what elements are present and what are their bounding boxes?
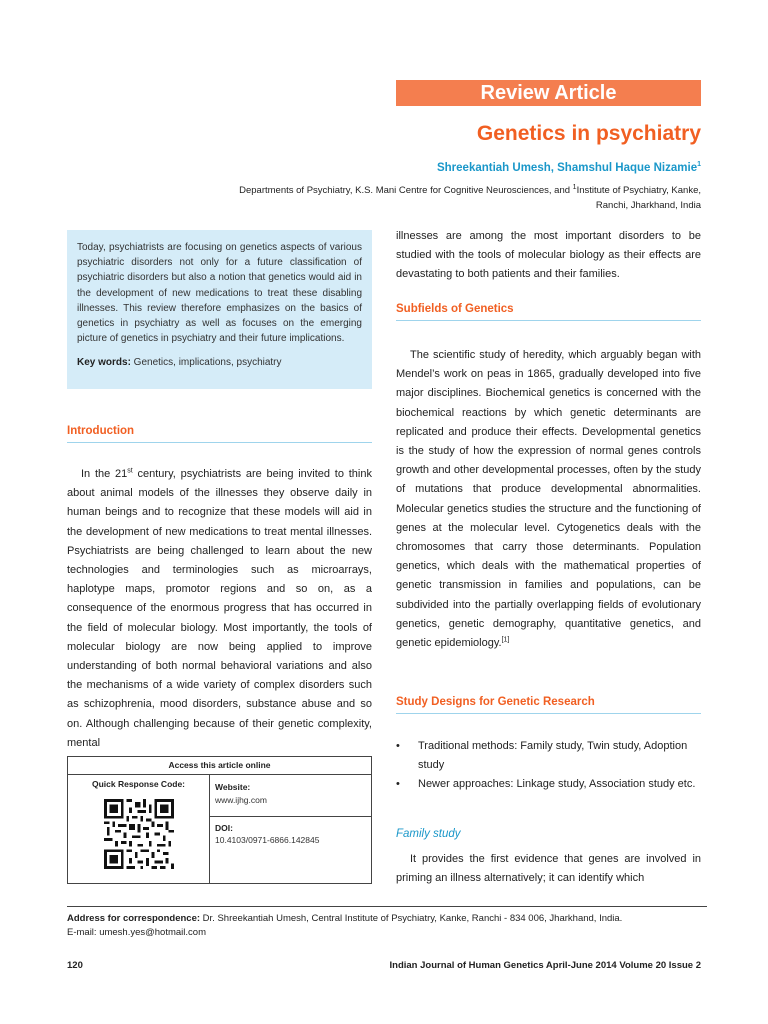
qr-label: Quick Response Code: — [91, 779, 186, 789]
website-label: Website: — [215, 782, 251, 792]
subfields-text: The scientific study of heredity, which arguably began with Mendel’s work on peas in 1865, gradually developed into five major disciplines. Biochemical genetics is concerned with the biochemical reactions by which genetic determinants are replicated and produce their effects. Developmental genetics is the study of how the expression of normal genes controls growth and other developmental processes, often by the study of mutations that produce developmental abnormalities. Molecular genetics studies the structure and the functioning of genes at the molecular level. Cytogenetics deals with the chromosomes that carry those determinants. Population genetics, which deals with the mathematical properties of genetic transmission in families and populations, can be subdivided into the partially overlapping fields of evolutionary genetics, genetic demography, quantitative genetics, and genetic epidemiology. — [396, 349, 701, 650]
subfields-paragraph — [396, 346, 701, 653]
correspondence — [67, 912, 707, 940]
doi-label: DOI: — [215, 823, 233, 833]
email-line[interactable]: E-mail: umesh.yes@hotmail.com — [67, 927, 206, 938]
authors — [300, 162, 701, 174]
list-item — [396, 775, 701, 794]
address-line — [67, 912, 707, 926]
affil-line-2: Ranchi, Jharkhand, India — [595, 200, 701, 211]
affil-text-b: Institute of Psychiatry, Kanke, — [576, 185, 701, 196]
subfields-heading: Subfields of Genetics — [396, 303, 701, 321]
keywords — [77, 355, 362, 370]
study-designs-heading: Study Designs for Genetic Research — [396, 696, 701, 714]
website-cell — [210, 775, 371, 817]
affiliations — [170, 183, 701, 213]
access-article-box — [67, 756, 372, 884]
affil-marker: 1 — [572, 183, 577, 191]
study-designs-list — [396, 737, 701, 795]
article-type-banner: Review Article — [396, 80, 701, 106]
footer-rule — [67, 906, 707, 907]
family-study-paragraph: It provides the first evidence that genes are involved in priming an illness alternatively; it can identify which — [396, 853, 701, 885]
keywords-label: Key words: — [77, 357, 131, 369]
journal-info: Indian Journal of Human Genetics April-June 2014 Volume 20 Issue 2 — [389, 960, 701, 971]
website-link[interactable]: www.ijhg.com — [215, 795, 267, 805]
citation-ref[interactable]: [1] — [501, 636, 510, 644]
qr-code-icon[interactable] — [104, 799, 174, 869]
introduction-paragraph — [67, 465, 372, 753]
doi-cell — [210, 817, 371, 845]
intro-text-a: In the 21 — [81, 468, 128, 480]
affil-line-1 — [170, 183, 701, 198]
family-study-heading: Family study — [396, 828, 461, 840]
introduction-heading: Introduction — [67, 425, 372, 443]
affil-text-a: Departments of Psychiatry, K.S. Mani Centre for Cognitive Neurosciences, and — [239, 185, 573, 196]
article-title: Genetics in psychiatry — [476, 122, 701, 145]
intro-sup: st — [127, 467, 133, 475]
bullet-icon: • — [396, 740, 400, 752]
keywords-list: Genetics, implications, psychiatry — [130, 357, 282, 369]
intro-text-b: century, psychiatrists are being invited to think about animal models of the illnesses they observe daily in human beings and to recognize that these models will aid in the development of new medications to treat mental illnesses. Psychiatrists are being challenged to learn about the new technologies and terminologies such as microarrays, haplotype maps, promotor regions and so on, as a consequence of the enormous progress that has occurred in the field of molecular biology. Most importantly, the tools of molecular biology are now being applied to improve understanding of both normal behavioral variations and also the mechanisms of a wide variety of complex disorders such as schizophrenia, mood disorders, substance abuse and so on. Although challenging because of their genetic complexity, mental — [67, 468, 372, 749]
access-header: Access this article online — [68, 757, 371, 775]
abstract-box — [67, 230, 372, 389]
address-label: Address for correspondence: — [67, 913, 201, 924]
abstract-text: Today, psychiatrists are focusing on genetics aspects of various psychiatric disorders not only for a future classification of psychiatric disorders but also a notion that genetics would aid in the development of new medications to treat these disabling illnesses. This review therefore emphasizes on the basics of genetics in psychiatry as well as focuses on the emerging picture of genetics in psychiatry and their future implications. — [77, 242, 362, 345]
address-text: Dr. Shreekantiah Umesh, Central Institute of Psychiatry, Kanke, Ranchi - 834 006, Jharkhand, India. — [200, 913, 623, 924]
continuation-paragraph: illnesses are among the most important disorders to be studied with the tools of molecular biology as their effects are devastating to both patients and their families. — [396, 230, 701, 281]
doi-value[interactable]: 10.4103/0971-6866.142845 — [215, 835, 320, 845]
author-names: Shreekantiah Umesh, Shamshul Haque Nizamie — [436, 162, 698, 174]
list-item-text: Traditional methods: Family study, Twin study, Adoption study — [418, 740, 688, 772]
list-item-text: Newer approaches: Linkage study, Association study etc. — [418, 778, 696, 791]
access-info-cell — [210, 775, 371, 883]
bullet-icon: • — [396, 778, 400, 791]
list-item — [396, 737, 701, 775]
author-affil-marker: 1 — [697, 161, 701, 169]
page-number: 120 — [67, 960, 83, 971]
qr-cell — [68, 775, 210, 883]
